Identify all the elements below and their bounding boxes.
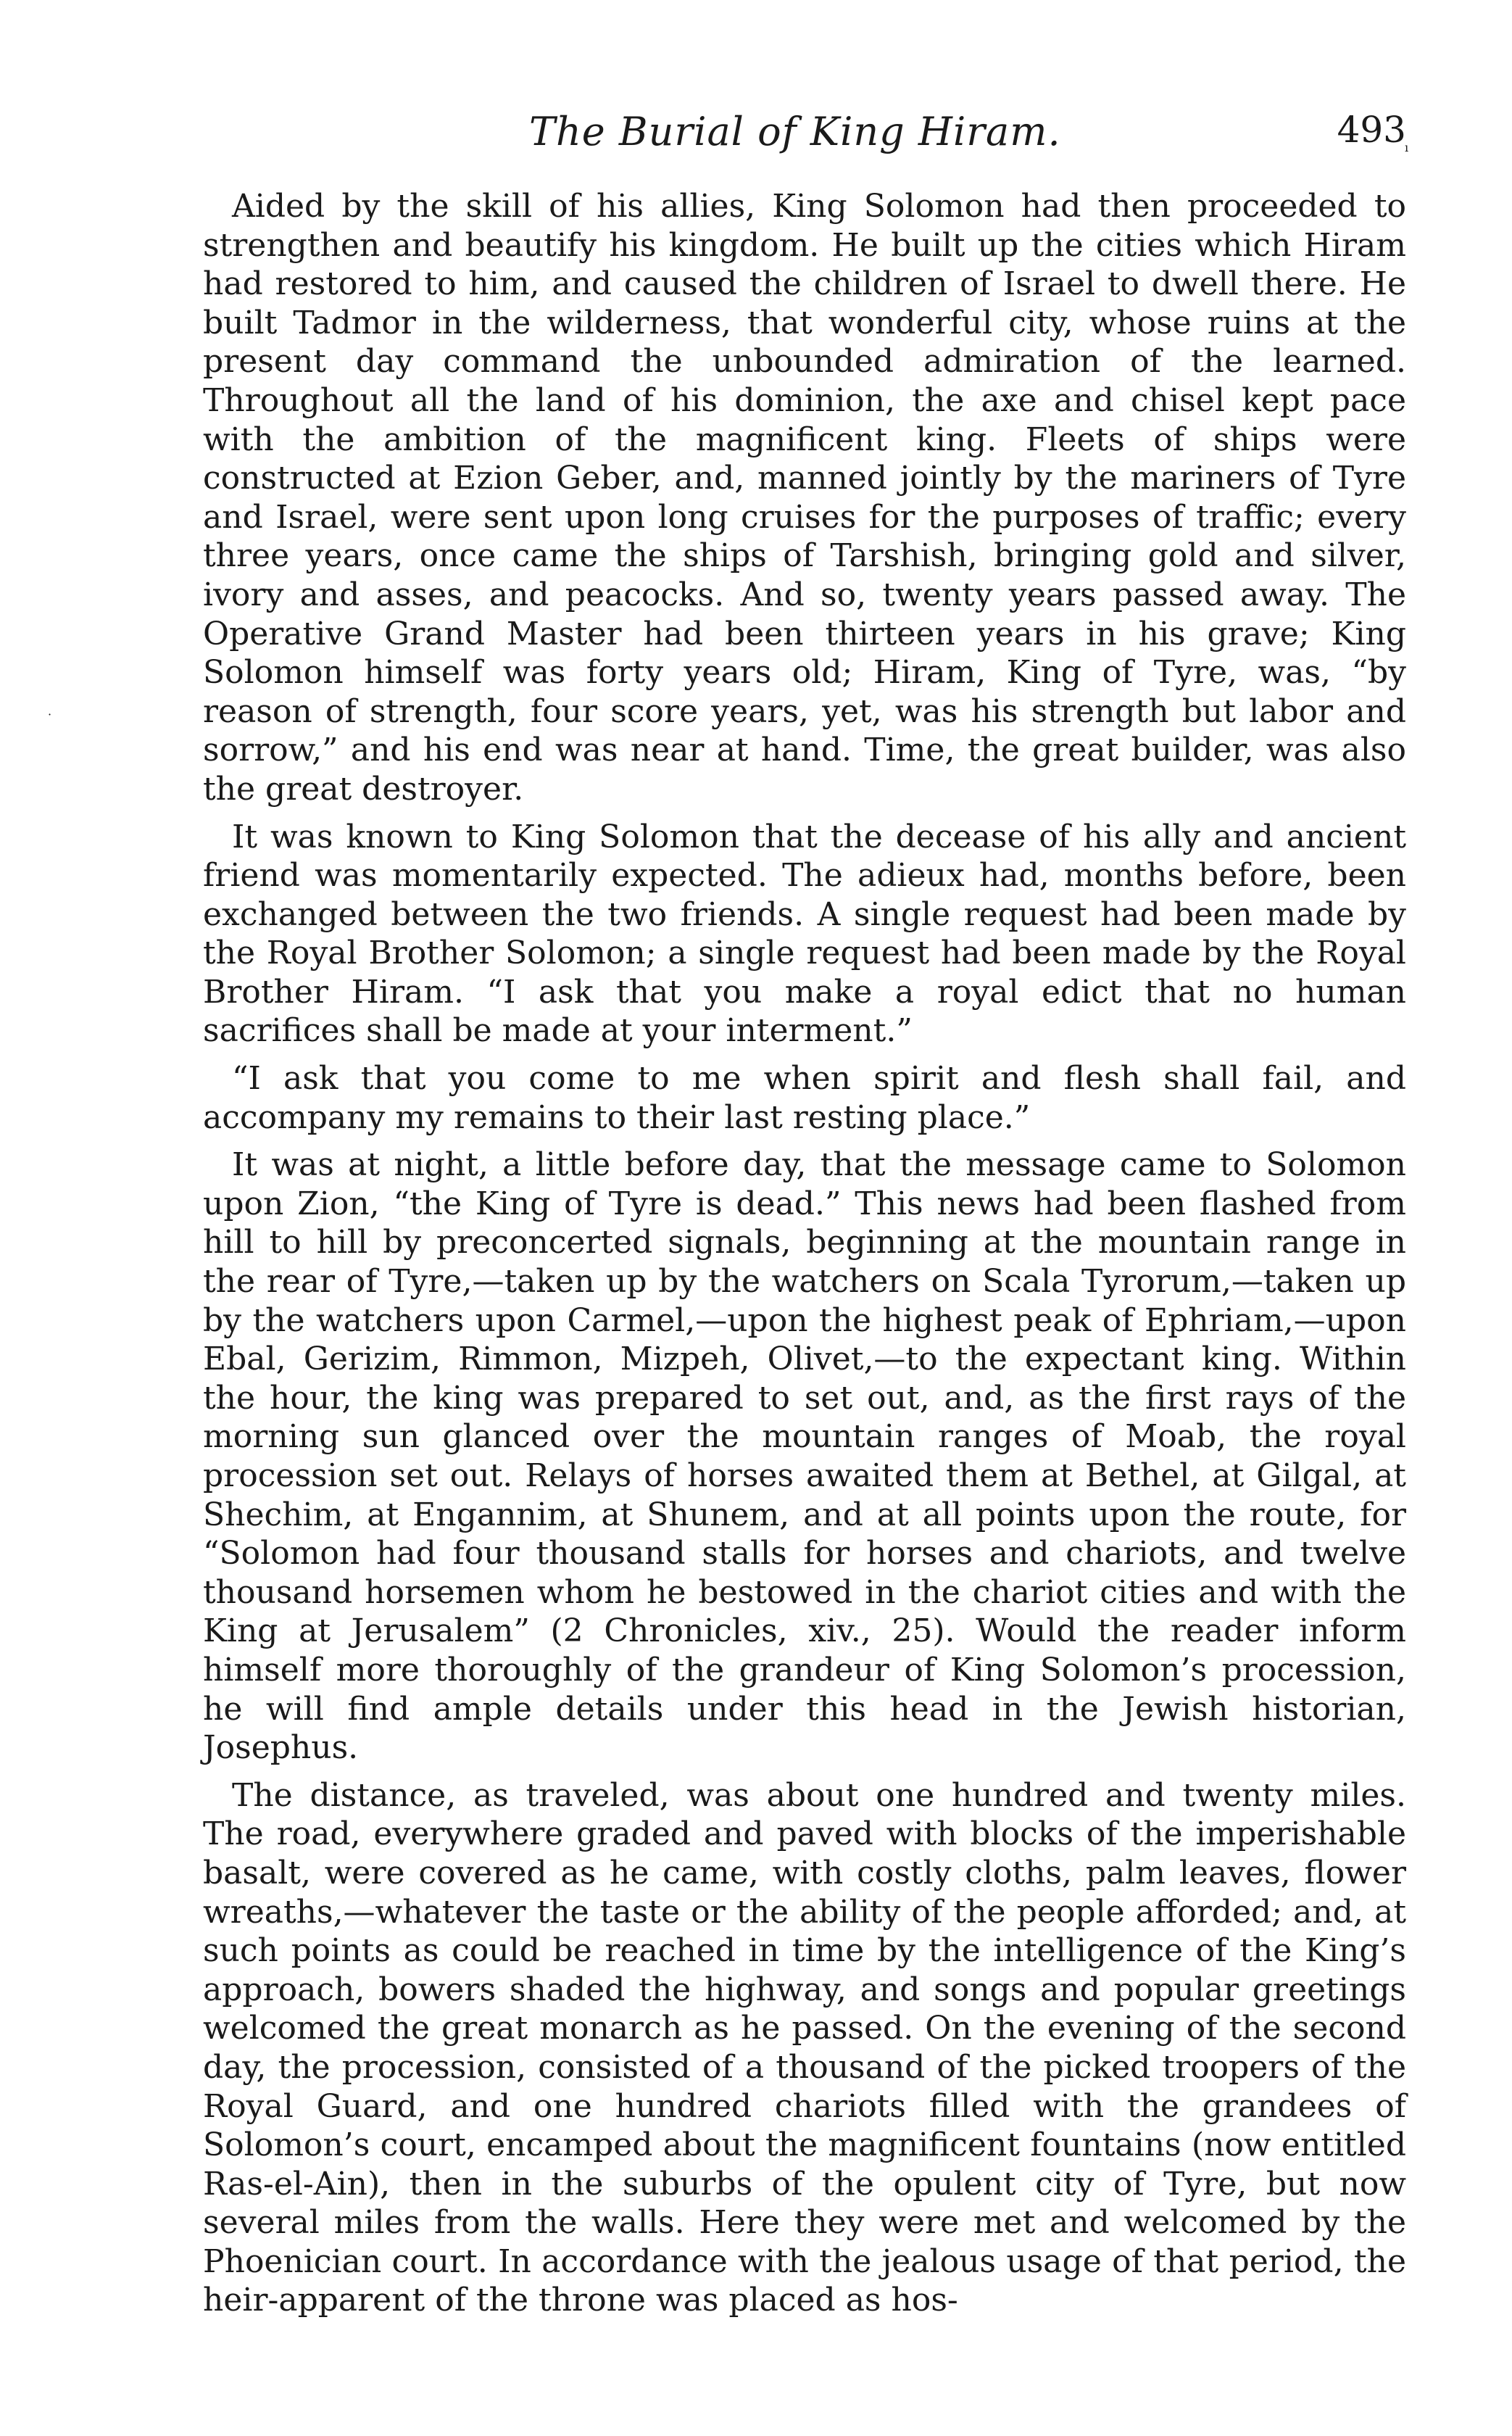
paragraph: “I ask that you come to me when spirit and flesh shall fail, and accompany my remains to their last resting place.” [203,1060,1406,1136]
margin-mark: · [48,708,52,721]
margin-mark: ı [1405,141,1409,154]
page-header [203,109,1409,160]
paragraph: The distance, as traveled, was about one hundred and twenty miles. The road, everywhere graded and paved with blocks of the imperishable basalt, were covered as he came, with costly cloths, palm leaves, flower wreaths,—whatever the taste or the ability of the people afforded; and, at such points as could be reached in time by the intelligence of the King’s approach, bowers shaded the highway, and songs and popular greetings welcomed the great monarch as he passed. On the evening of the second day, the procession, consisted of a thousand of the picked troopers of the Royal Guard, and one hundred chariots filled with the grandees of Solomon’s court, encamped about the magnificent fountains (now entitled Ras-el-Ain), then in the suburbs of the opulent city of Tyre, but now several miles from the walls. Here they were met and welcomed by the Phoenician court. In accordance with the jealous usage of that period, the heir-apparent of the throne was placed as hos- [203,1776,1406,2319]
paragraph: It was known to King Solomon that the decease of his ally and ancient friend was momentarily expected. The adieux had, months before, been exchanged between the two friends. A single request had been made by the Royal Brother Solomon; a single request had been made by the Royal Brother Hiram. “I ask that you make a royal edict that no human sacrifices shall be made at your interment.” [203,818,1406,1050]
running-title: The Burial of King Hiram. [529,109,1061,154]
paragraph: It was at night, a little before day, that the message came to Solomon upon Zion, “the King of Tyre is dead.” This news had been flashed from hill to hill by preconcerted signals, beginning at the mountain range in the rear of Tyre,—taken up by the watchers on Scala Tyrorum,—taken up by the watchers upon Carmel,—upon the highest peak of Ephriam,—upon Ebal, Gerizim, Rimmon, Mizpeh, Olivet,—to the expectant king. Within the hour, the king was prepared to set out, and, as the first rays of the morning sun glanced over the mountain ranges of Moab, the royal procession set out. Relays of horses awaited them at Bethel, at Gilgal, at Shechim, at Engannim, at Shunem, and at all points upon the route, for “Solomon had four thousand stalls for horses and chariots, and twelve thousand horsemen whom he bestowed in the chariot cities and with the King at Jerusalem” (2 Chronicles, xiv., 25). Would the reader inform himself more thoroughly of the grandeur of King Solomon’s procession, he will find ample details under this head in the Jewish historian, Josephus. [203,1146,1406,1767]
body-text [203,187,1406,2329]
page-number: 493 [1337,109,1406,151]
paragraph: Aided by the skill of his allies, King Solomon had then proceeded to strengthen and beautify his kingdom. He built up the cities which Hiram had restored to him, and caused the children of Israel to dwell there. He built Tadmor in the wilderness, that wonderful city, whose ruins at the present day command the unbounded admiration of the learned. Throughout all the land of his dominion, the axe and chisel kept pace with the ambition of the magnificent king. Fleets of ships were constructed at Ezion Geber, and, manned jointly by the mariners of Tyre and Israel, were sent upon long cruises for the purposes of traffic; every three years, once came the ships of Tarshish, bringing gold and silver, ivory and asses, and peacocks. And so, twenty years passed away. The Operative Grand Master had been thirteen years in his grave; King Solomon himself was forty years old; Hiram, King of Tyre, was, “by reason of strength, four score years, yet, was his strength but labor and sorrow,” and his end was near at hand. Time, the great builder, was also the great destroyer. [203,188,1406,808]
